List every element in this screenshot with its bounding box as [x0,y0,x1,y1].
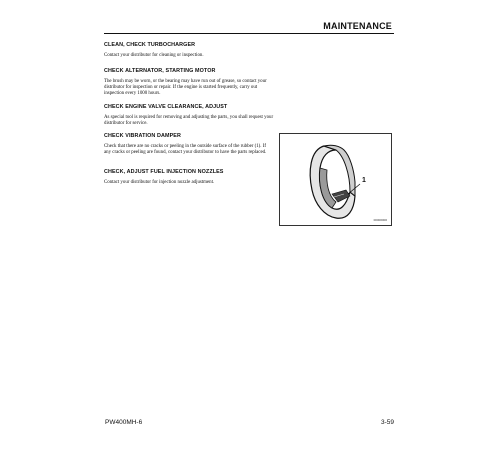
section-body: Contact your distributor for cleaning or inspection. [104,53,204,58]
page-section-title: MAINTENANCE [323,21,392,31]
section-turbocharger [104,42,274,59]
section-heading: CHECK ENGINE VALVE CLEARANCE, ADJUST [104,104,228,110]
section-body: The brush may be worn, or the bearing may have run out of grease, so contact your distributor for inspection or repair. If the engine is started frequently, carry out inspection every 1000 hours. [104,79,267,97]
section-heading: CHECK, ADJUST FUEL INJECTION NOZZLES [104,169,224,175]
section-body: Check that there are no cracks or peeling in the outside surface of the rubber (1). If any cracks or peeling are found, contact your distributor to have the parts replaced. [104,144,267,156]
section-alternator [104,68,274,98]
section-body: As special tool is required for removing and adjusting the parts, you shall request your distributor for service. [104,115,274,127]
vibration-damper-figure [279,133,392,226]
section-heading: CHECK ALTERNATOR, STARTING MOTOR [104,68,216,74]
callout-label: 1 [362,177,366,184]
header-divider [104,33,394,34]
footer-model: PW400MH-6 [105,419,143,426]
section-heading: CLEAN, CHECK TURBOCHARGER [104,42,196,48]
section-heading: CHECK VIBRATION DAMPER [104,133,181,139]
section-vibration-damper [104,133,274,156]
figure-code: 00000000 [373,218,387,222]
footer-page-number: 3-59 [380,419,394,426]
section-injection-nozzles [104,169,274,186]
section-body: Contact your distributor for injection nozzle adjustment. [104,180,215,185]
section-valve-clearance [104,104,274,127]
vibration-damper-illustration [280,134,393,227]
